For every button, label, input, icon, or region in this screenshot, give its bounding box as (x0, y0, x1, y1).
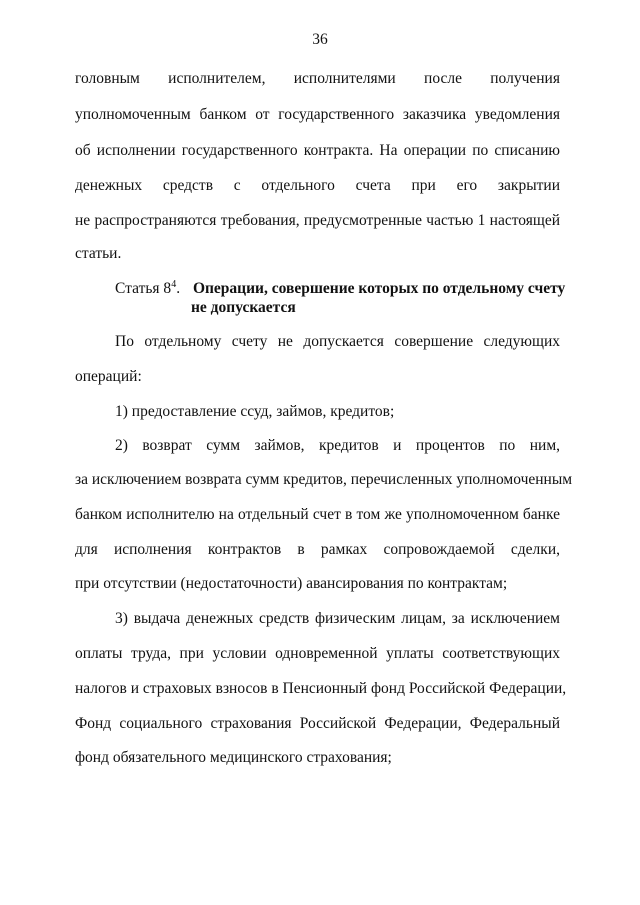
text-line: денежных средств с отдельного счета при его закрытии (75, 177, 560, 194)
text-line: за исключением возврата сумм кредитов, перечисленных уполномоченным (75, 471, 573, 488)
text-line: операций: (75, 368, 142, 385)
text-line: головным исполнителем, исполнителями после получения (75, 70, 560, 87)
list-item: 1) предоставление ссуд, займов, кредитов; (115, 403, 395, 420)
list-item: 2) возврат сумм займов, кредитов и процентов по ним, (115, 437, 560, 454)
text-line: оплаты труда, при условии одновременной уплаты соответствующих (75, 645, 560, 662)
article-title-line2: не допускается (191, 299, 296, 316)
article-superscript: 4 (171, 278, 177, 290)
page-number: 36 (312, 31, 328, 48)
text-line: для исполнения контрактов в рамках сопровождаемой сделки, (75, 541, 560, 558)
list-item: 3) выдача денежных средств физическим лицам, за исключением (115, 610, 560, 627)
text-line: статьи. (75, 245, 122, 262)
text-line: По отдельному счету не допускается совершение следующих (115, 333, 560, 350)
text-line: уполномоченным банком от государственного заказчика уведомления (75, 106, 560, 123)
text-line: налогов и страховых взносов в Пенсионный фонд Российской Федерации, (75, 680, 567, 697)
text-line: Фонд социального страхования Российской Федерации, Федеральный (75, 715, 560, 732)
article-label-suffix: . (176, 280, 181, 297)
text-line: не распространяются требования, предусмотренные частью 1 настоящей (75, 212, 560, 229)
text-line: фонд обязательного медицинского страхования; (75, 749, 392, 766)
article-label: Статья 8 (115, 280, 172, 297)
article-heading (115, 278, 566, 299)
text-line: банком исполнителю на отдельный счет в том же уполномоченном банке (75, 506, 560, 523)
text-line: при отсутствии (недостаточности) авансирования по контрактам; (75, 575, 508, 592)
text-line: об исполнении государственного контракта. На операции по списанию (75, 142, 560, 159)
article-title-line1: Операции, совершение которых по отдельному счету (192, 280, 566, 297)
